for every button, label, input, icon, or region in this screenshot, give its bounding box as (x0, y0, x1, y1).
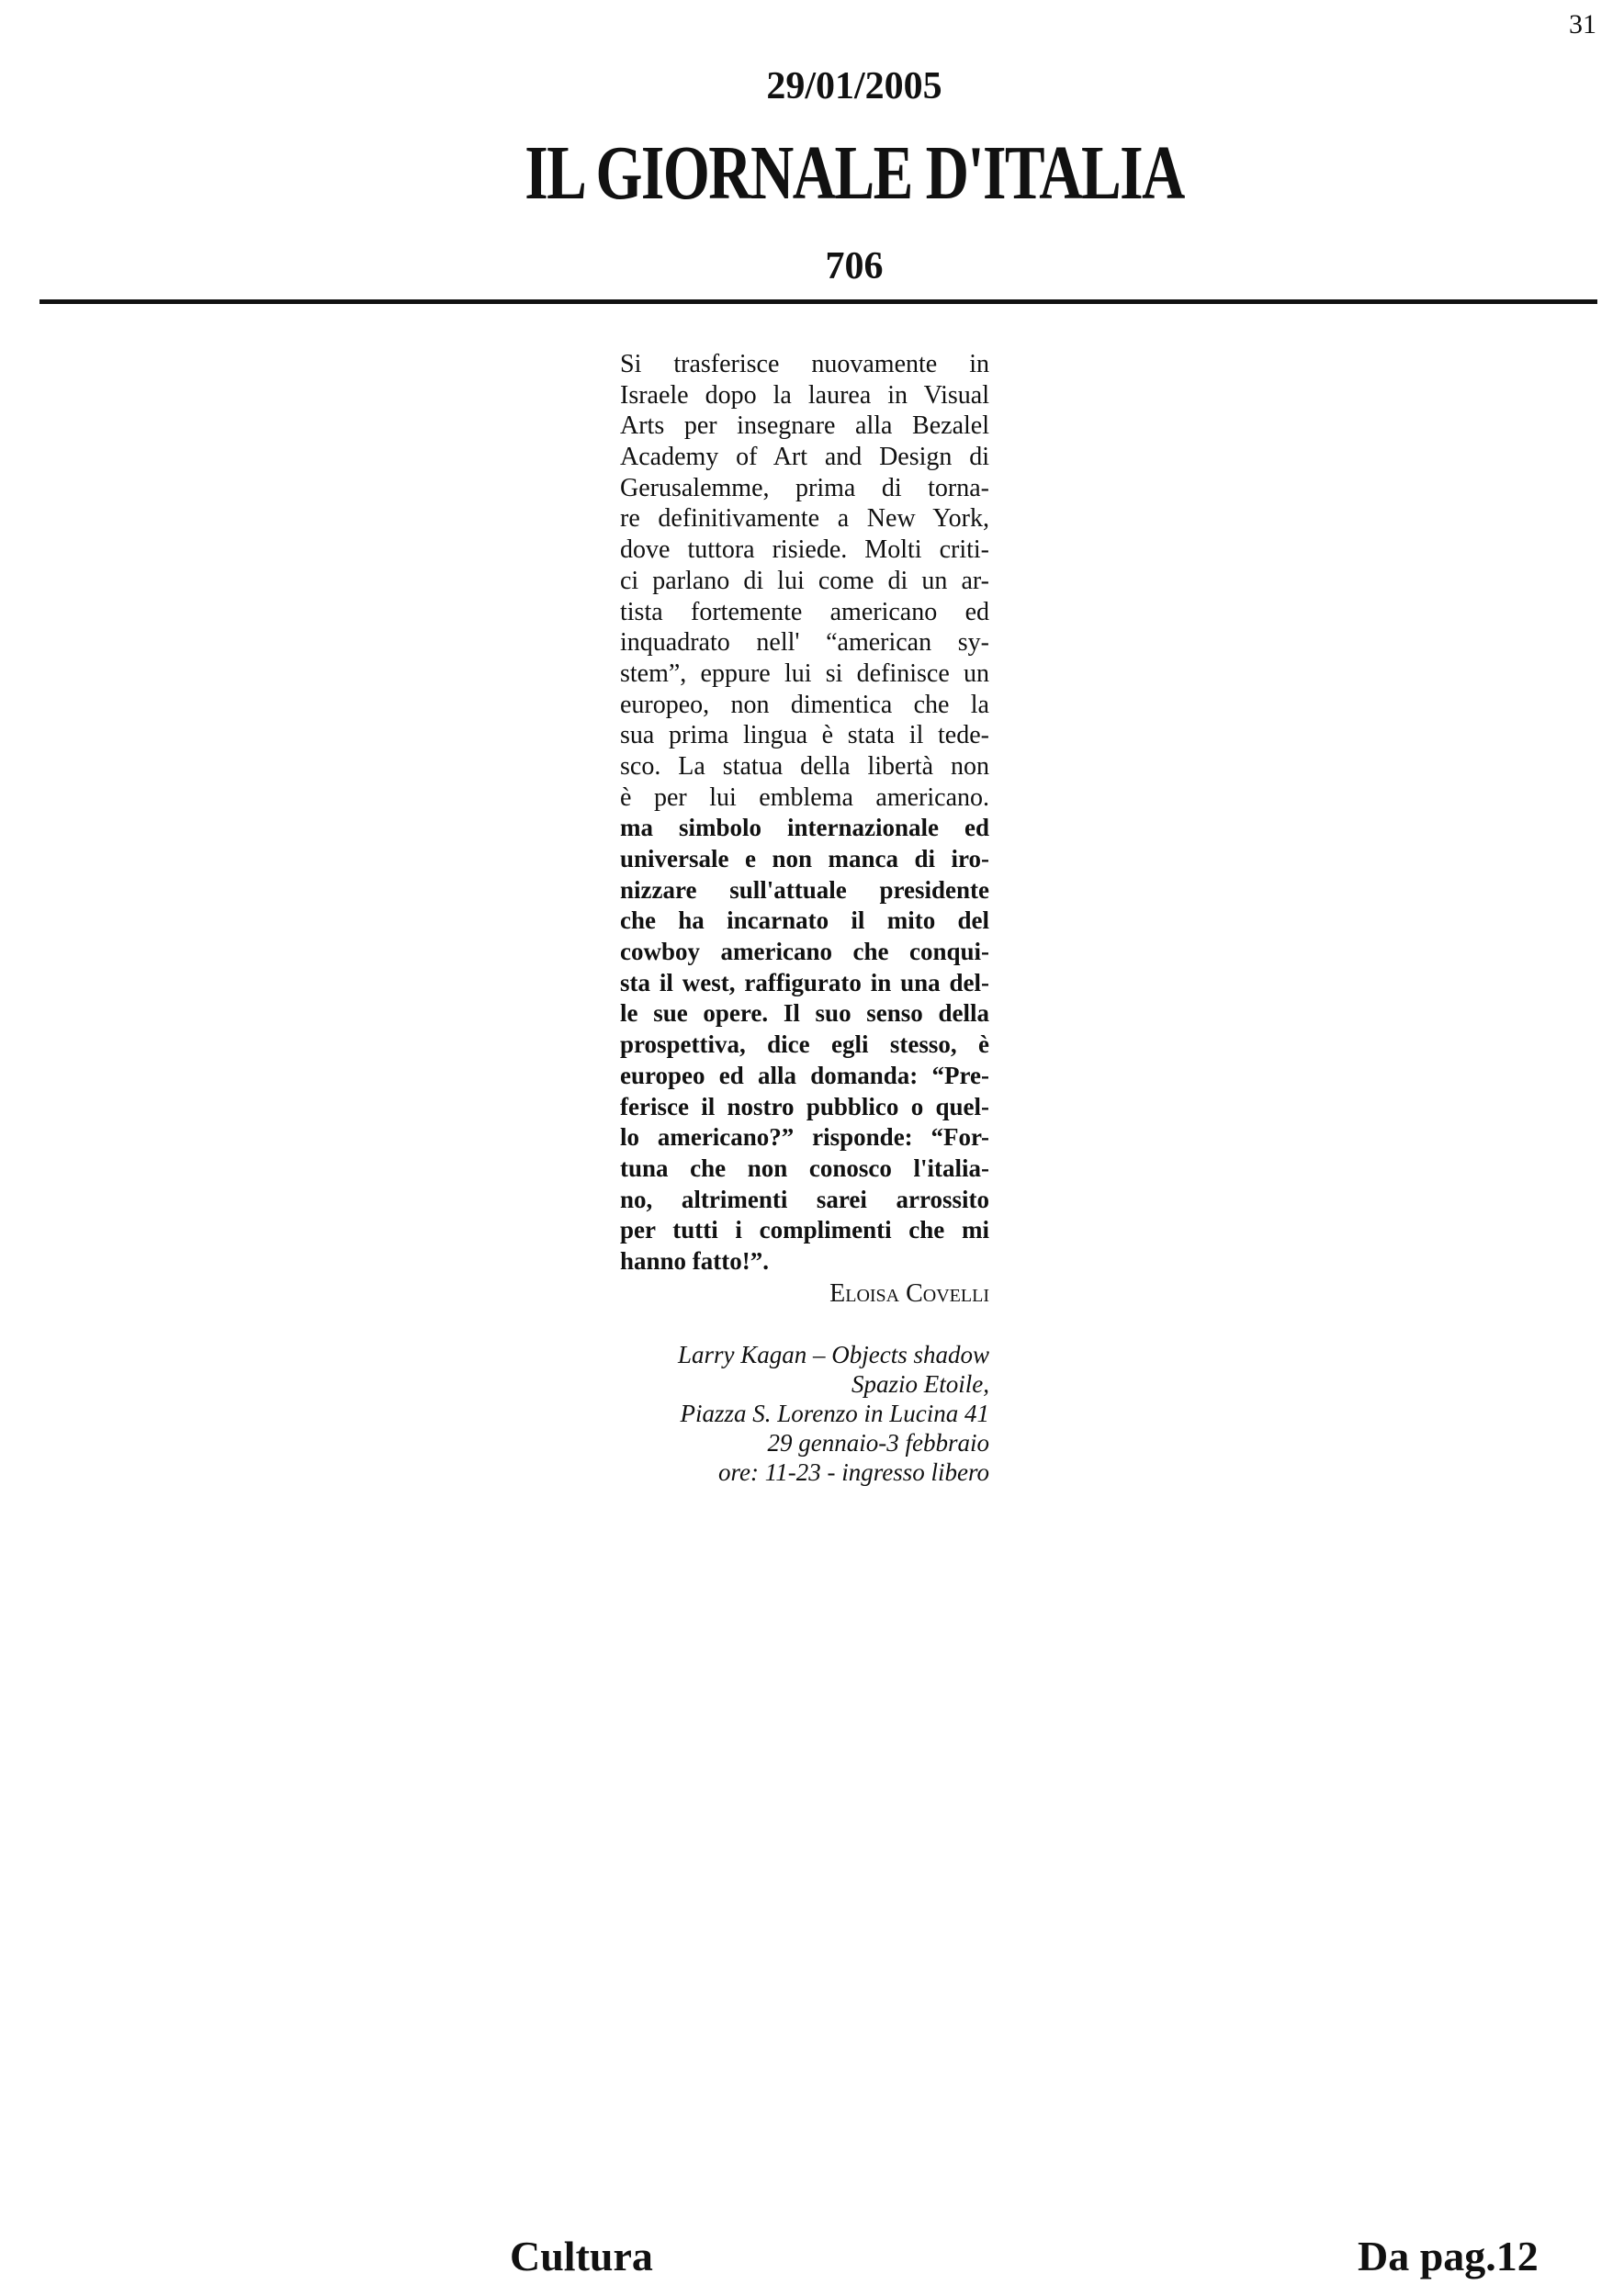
author-byline: Eloisa Covelli (829, 1278, 989, 1308)
article-line: Academy of Art and Design di (620, 443, 989, 472)
article-line: hanno fatto!”. (620, 1246, 770, 1275)
page-number: 31 (1569, 9, 1596, 39)
article-line: lo americano?” risponde: “For- (620, 1123, 989, 1152)
article-line: per tutti i complimenti che mi (620, 1216, 989, 1244)
article-line: europeo, non dimentica che la (620, 690, 989, 719)
article-line: Israele dopo la laurea in Visual (620, 380, 989, 410)
section-label: Cultura (510, 2233, 653, 2279)
article-line: universale e non manca di iro- (620, 845, 989, 872)
exhibition-info (620, 1340, 989, 1487)
clipping-number: 706 (825, 245, 884, 287)
article-line: Si trasferisce nuovamente in (620, 350, 989, 378)
exhibition-address: Piazza S. Lorenzo in Lucina 41 (680, 1399, 989, 1427)
publication-date: 29/01/2005 (766, 65, 942, 107)
article-line: ferisce il nostro pubblico o quel- (620, 1092, 989, 1120)
article-line: tista fortemente americano ed (620, 597, 989, 626)
article-line: sua prima lingua è stata il tede- (620, 721, 989, 750)
article-line: che ha incarnato il mito del (620, 906, 989, 935)
article-line: nizzare sull'attuale presidente (620, 875, 989, 904)
article-line: le sue opere. Il suo senso della (620, 999, 989, 1028)
article-line: sta il west, raffigurato in una del- (620, 968, 989, 996)
article-line: prospettiva, dice egli stesso, è (620, 1030, 989, 1059)
article-line: re definitivamente a New York, (620, 504, 989, 534)
article-line: Arts per insegnare alla Bezalel (620, 411, 989, 441)
article-line: tuna che non conosco l'italia- (620, 1154, 989, 1182)
article-line: europeo ed alla domanda: “Pre- (620, 1061, 989, 1089)
exhibition-hours: ore: 11-23 - ingresso libero (718, 1458, 989, 1486)
article-line: cowboy americano che conqui- (620, 938, 989, 966)
newspaper-masthead: IL GIORNALE D'ITALIA (524, 130, 1184, 216)
article-line: sco. La statua della libertà non (620, 751, 989, 781)
article-line: ci parlano di lui come di un ar- (620, 566, 989, 595)
article-line: ma simbolo internazionale ed (620, 814, 989, 842)
header-divider (39, 299, 1597, 304)
article-line: Gerusalemme, prima di torna- (620, 473, 989, 502)
exhibition-venue: Spazio Etoile, (851, 1369, 989, 1398)
article-line: stem”, eppure lui si definisce un (620, 658, 989, 688)
article-line: è per lui emblema americano. (620, 782, 989, 812)
article-line: no, altrimenti sarei arrossito (620, 1185, 989, 1213)
exhibition-dates: 29 gennaio-3 febbraio (767, 1428, 989, 1457)
article-body (620, 349, 989, 1277)
exhibition-title: Larry Kagan – Objects shadow (677, 1340, 989, 1368)
article-column (620, 349, 989, 1487)
source-page-label: Da pag.12 (1358, 2233, 1539, 2279)
article-line: inquadrato nell' “american sy- (620, 628, 989, 658)
article-line: dove tuttora risiede. Molti criti- (620, 535, 989, 565)
